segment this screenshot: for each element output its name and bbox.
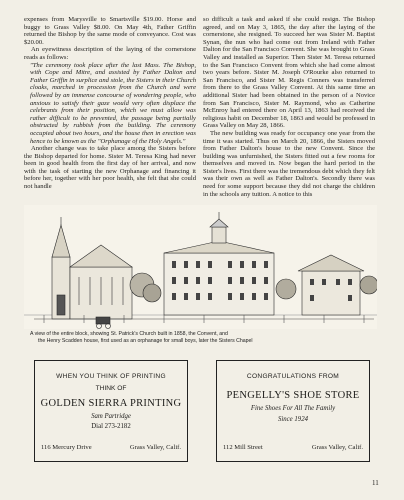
page-number: 11 bbox=[372, 479, 379, 487]
caption-line-2: the Henry Scadden house, first used as an orphanage for small boys, later the Sisters Chapel bbox=[38, 337, 253, 344]
pengellys-shoe-store-ad bbox=[216, 360, 370, 462]
left-paragraph-1: expenses from Marysville to Smartsville $19.00. Horse and buggy to Grass Valley $8.00. On May 4th, Father Griffin returned the Bishop by the same mode of conveyance. Cost was $20.00. bbox=[24, 16, 196, 46]
ad-right-address: 112 Mill Street bbox=[223, 444, 263, 451]
illustration-caption bbox=[30, 331, 376, 344]
left-paragraph-3: Another change was to take place among the Sisters before the Bishop departed for home. Sister M. Teresa King had never been in good health from the first day of her arrival, and now with the task of starting the new Orphanage and financing it before her, together with her poor health, she felt that she could not handle bbox=[24, 145, 196, 191]
ad-left-line-2: THINK OF bbox=[95, 385, 127, 392]
right-paragraph-2: The new building was ready for occupancy one year from the time it was started. Thus on March 20, 1866, the Sisters moved from Father Dalton's house to the new Convent. Since the building was unfurnished, the Sisters fitted out a few rooms for themselves and moved in. Now began the hard period in the Sister's lives. First there was the tremendous debt which they felt was their own as well as Father Dalton's. Secondly there was need for some support because they did not charge the children in the schools any tuition. A notice to this bbox=[203, 129, 375, 198]
ad-right-city: Grass Valley, Calif. bbox=[311, 444, 363, 451]
right-paragraph-1: so difficult a task and asked if she could resign. The Bishop agreed, and on May 3, 1865, the day after the laying of the cornerstone, she resigned. To succeed her was Sister M. Baptist Synan, the nun who had come out from Ireland with Father Dalton for the San Francisco Convent. She was brought to Grass Valley and installed as Superior. Then Sister M. Teresa returned to the San Francisco Convent from which she had come almost two years before. Sister M. Joseph O'Rourke also returned to San Francisco, and Sister M. Regis Conners was transferred from there to the Grass Valley Convent. At this same time an additional Sister had been obtained in the person of a Novice from San Francisco, Sister M. Raymond, who as Catherine McEnroy had entered there on April 13, 1863 had received the religious habit on December 18, 1863 and would be professed in Grass Valley on May 28, 1866. bbox=[203, 16, 375, 130]
left-paragraph-2: An eyewitness description of the laying of the cornerstone reads as follows: bbox=[24, 46, 196, 61]
ad-left-line-1: WHEN YOU THINK OF PRINTING bbox=[56, 373, 166, 380]
ad-right-since: Since 1924 bbox=[277, 416, 308, 423]
ad-left-address: 116 Mercury Drive bbox=[41, 444, 92, 451]
eyewitness-quote: "The ceremony took place after the last Mass. The Bishop, with Cope and Mitre, and assisted by Father Dalton and Father Griffin in surplice and stole, the Sisters in their Church cloaks, marched in procession from the Church and were followed by an immense concourse of wondering people, who anxious to satisfy their gaze would very often displace the celebrants from their position, which we must allow was rather difficult to be prevented, the passage being partially obstructed by rubbish from the building. The ceremony occupied about two hours, and the house then in erection was hence to be known as the "Orphanage of the Holy Angels." bbox=[30, 61, 196, 145]
ad-left-person: Sam Partridge bbox=[91, 413, 131, 420]
block-illustration bbox=[24, 205, 377, 329]
right-text-column bbox=[203, 16, 375, 212]
caption-line-1: A view of the entire block, showing St. Patrick's Church built in 1858, the Convent, and bbox=[30, 331, 228, 337]
ad-left-phone: Dial 273-2182 bbox=[91, 423, 131, 430]
ad-right-line-1: CONGRATULATIONS FROM bbox=[246, 373, 340, 380]
ad-left-city: Grass Valley, Calif. bbox=[129, 444, 181, 451]
ad-right-business-name: PENGELLY'S SHOE STORE bbox=[226, 390, 360, 401]
ad-left-business-name: GOLDEN SIERRA PRINTING bbox=[40, 398, 182, 409]
golden-sierra-printing-ad bbox=[34, 360, 188, 462]
ad-right-slogan: Fine Shoes For All The Family bbox=[250, 405, 336, 412]
left-text-column bbox=[24, 16, 196, 212]
